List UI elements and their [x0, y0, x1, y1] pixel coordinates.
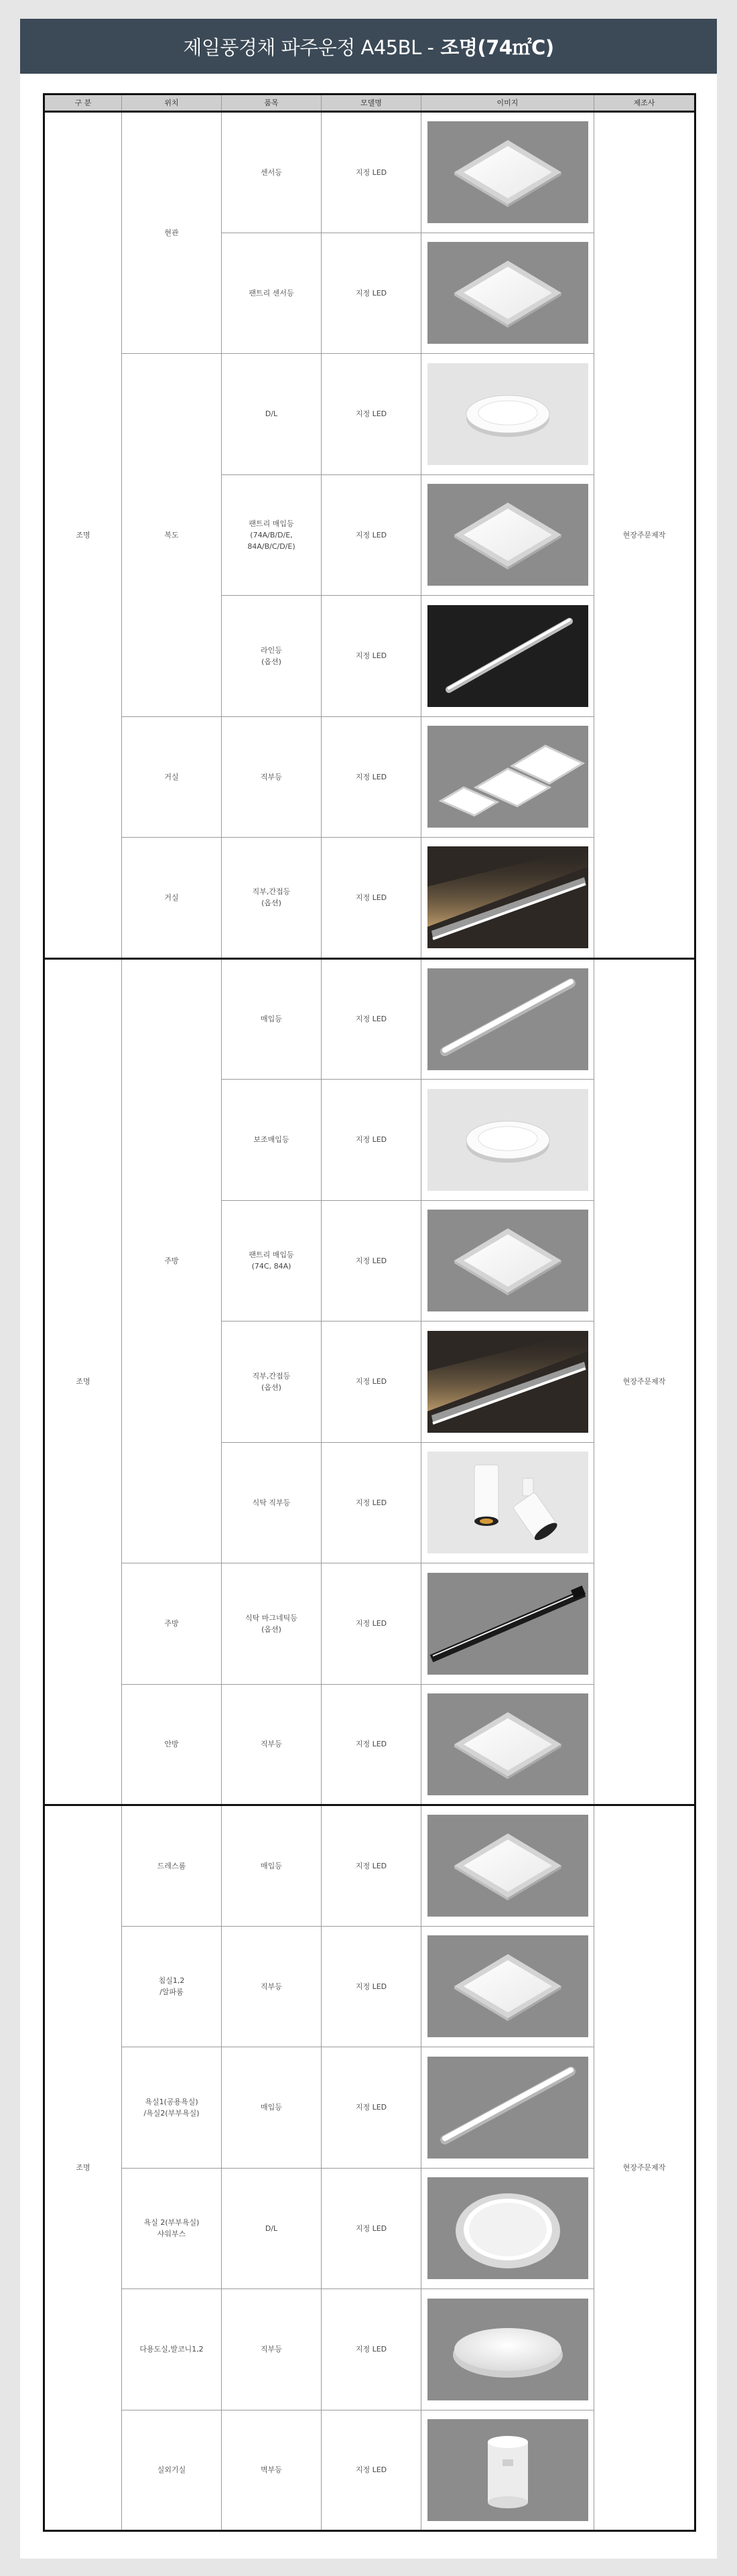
- location-cell: 실외기실: [122, 2410, 222, 2531]
- model-cell: 지정 LED: [322, 233, 421, 354]
- model-cell: 지정 LED: [322, 1442, 421, 1563]
- table-row: [44, 112, 695, 233]
- image-cell: [421, 958, 594, 1080]
- location-cell: 욕실1(공용욕실) /욕실2(부부욕실): [122, 2047, 222, 2169]
- square-panel-light-image: [427, 242, 588, 344]
- image-cell: [421, 716, 594, 838]
- round-downlight-image: [427, 363, 588, 465]
- model-cell: 지정 LED: [322, 2289, 421, 2410]
- square-panel-light-image: [427, 1210, 588, 1311]
- model-cell: 지정 LED: [322, 1684, 421, 1805]
- manufacturer-cell: 현장주문제작: [594, 1805, 695, 2531]
- model-cell: 지정 LED: [322, 1926, 421, 2047]
- location-cell: 거실: [122, 716, 222, 838]
- image-cell: [421, 1442, 594, 1563]
- item-cell: D/L: [222, 2168, 322, 2289]
- lighting-spec-table: [43, 93, 696, 2532]
- image-cell: [421, 1926, 594, 2047]
- image-cell: [421, 2410, 594, 2531]
- item-cell: 식탁 마그네틱등 (옵션): [222, 1563, 322, 1685]
- model-cell: 지정 LED: [322, 2410, 421, 2531]
- square-panel-light-image: [427, 1693, 588, 1795]
- model-cell: 지정 LED: [322, 354, 421, 475]
- linear-recessed-light-image: [427, 968, 588, 1070]
- indirect-wall-light-image: [427, 1331, 588, 1433]
- item-cell: 벽부등: [222, 2410, 322, 2531]
- item-cell: 직부,간접등 (옵션): [222, 838, 322, 959]
- page-header: [20, 19, 717, 74]
- image-cell: [421, 838, 594, 959]
- section-3: [44, 1805, 695, 2531]
- round-downlight-image: [427, 1089, 588, 1191]
- model-cell: 지정 LED: [322, 112, 421, 233]
- section-1: [44, 112, 695, 959]
- col-header-location: 위치: [122, 94, 222, 112]
- location-cell: 다용도실,발코니1,2: [122, 2289, 222, 2410]
- location-cell: 주방: [122, 958, 222, 1563]
- item-cell: 팬트리 매입등 (74A/B/D/E, 84A/B/C/D/E): [222, 474, 322, 596]
- category-cell: 조명: [44, 958, 122, 1805]
- image-cell: [421, 1200, 594, 1322]
- category-cell: 조명: [44, 1805, 122, 2531]
- model-cell: 지정 LED: [322, 2168, 421, 2289]
- item-cell: 팬트리 센서등: [222, 233, 322, 354]
- ring-downlight-image: [427, 2177, 588, 2279]
- square-panel-light-image: [427, 1815, 588, 1917]
- location-cell: 안방: [122, 1684, 222, 1805]
- col-header-manufacturer: 제조사: [594, 94, 695, 112]
- indirect-wall-light-image: [427, 846, 588, 948]
- page-title-strong: 조명(74㎡C): [440, 36, 554, 59]
- triple-panel-light-image: [427, 726, 588, 828]
- item-cell: 직부,간접등 (옵션): [222, 1322, 322, 1443]
- col-header-model: 모델명: [322, 94, 421, 112]
- table-row: [44, 958, 695, 1080]
- location-cell: 드레스룸: [122, 1805, 222, 1927]
- image-cell: [421, 1322, 594, 1443]
- spec-sheet: [20, 74, 717, 2559]
- model-cell: 지정 LED: [322, 1200, 421, 1322]
- item-cell: 라인등 (옵션): [222, 596, 322, 717]
- col-header-image: 이미지: [421, 94, 594, 112]
- model-cell: 지정 LED: [322, 1080, 421, 1201]
- col-header-item: 품목: [222, 94, 322, 112]
- item-cell: 센서등: [222, 112, 322, 233]
- square-panel-light-image: [427, 484, 588, 586]
- model-cell: 지정 LED: [322, 958, 421, 1080]
- cylinder-spotlight-image: [427, 1452, 588, 1553]
- model-cell: 지정 LED: [322, 474, 421, 596]
- image-cell: [421, 112, 594, 233]
- col-header-category: 구 분: [44, 94, 122, 112]
- table-row: [44, 1805, 695, 1927]
- magnetic-track-light-image: [427, 1573, 588, 1675]
- location-cell: 침실1,2 /알파룸: [122, 1926, 222, 2047]
- location-cell: 복도: [122, 354, 222, 717]
- linear-light-dark-image: [427, 605, 588, 707]
- image-cell: [421, 474, 594, 596]
- item-cell: 식탁 직부등: [222, 1442, 322, 1563]
- model-cell: 지정 LED: [322, 1322, 421, 1443]
- item-cell: 매입등: [222, 1805, 322, 1927]
- section-2: [44, 958, 695, 1805]
- location-cell: 욕실 2(부부욕실) 샤워부스: [122, 2168, 222, 2289]
- item-cell: 매입등: [222, 958, 322, 1080]
- item-cell: 직부등: [222, 1926, 322, 2047]
- image-cell: [421, 354, 594, 475]
- item-cell: 보조매입등: [222, 1080, 322, 1201]
- model-cell: 지정 LED: [322, 716, 421, 838]
- manufacturer-cell: 현장주문제작: [594, 112, 695, 959]
- item-cell: 팬트리 매입등 (74C, 84A): [222, 1200, 322, 1322]
- item-cell: 직부등: [222, 1684, 322, 1805]
- item-cell: 직부등: [222, 716, 322, 838]
- item-cell: D/L: [222, 354, 322, 475]
- location-cell: 거실: [122, 838, 222, 959]
- model-cell: 지정 LED: [322, 1805, 421, 1927]
- category-cell: 조명: [44, 112, 122, 959]
- square-panel-light-image: [427, 1935, 588, 2037]
- image-cell: [421, 1805, 594, 1927]
- location-cell: 현관: [122, 112, 222, 354]
- square-panel-light-image: [427, 121, 588, 223]
- image-cell: [421, 2168, 594, 2289]
- page-title: 제일풍경채 파주운정 A45BL -: [183, 36, 434, 59]
- wall-cylinder-light-image: [427, 2419, 588, 2521]
- item-cell: 매입등: [222, 2047, 322, 2169]
- location-cell: 주방: [122, 1563, 222, 1685]
- model-cell: 지정 LED: [322, 596, 421, 717]
- dome-ceiling-light-image: [427, 2299, 588, 2400]
- manufacturer-cell: 현장주문제작: [594, 958, 695, 1805]
- image-cell: [421, 1080, 594, 1201]
- image-cell: [421, 1563, 594, 1685]
- image-cell: [421, 1684, 594, 1805]
- table-header: [44, 94, 695, 112]
- model-cell: 지정 LED: [322, 2047, 421, 2169]
- item-cell: 직부등: [222, 2289, 322, 2410]
- model-cell: 지정 LED: [322, 1563, 421, 1685]
- linear-recessed-light-image: [427, 2057, 588, 2159]
- image-cell: [421, 2289, 594, 2410]
- image-cell: [421, 233, 594, 354]
- image-cell: [421, 2047, 594, 2169]
- model-cell: 지정 LED: [322, 838, 421, 959]
- image-cell: [421, 596, 594, 717]
